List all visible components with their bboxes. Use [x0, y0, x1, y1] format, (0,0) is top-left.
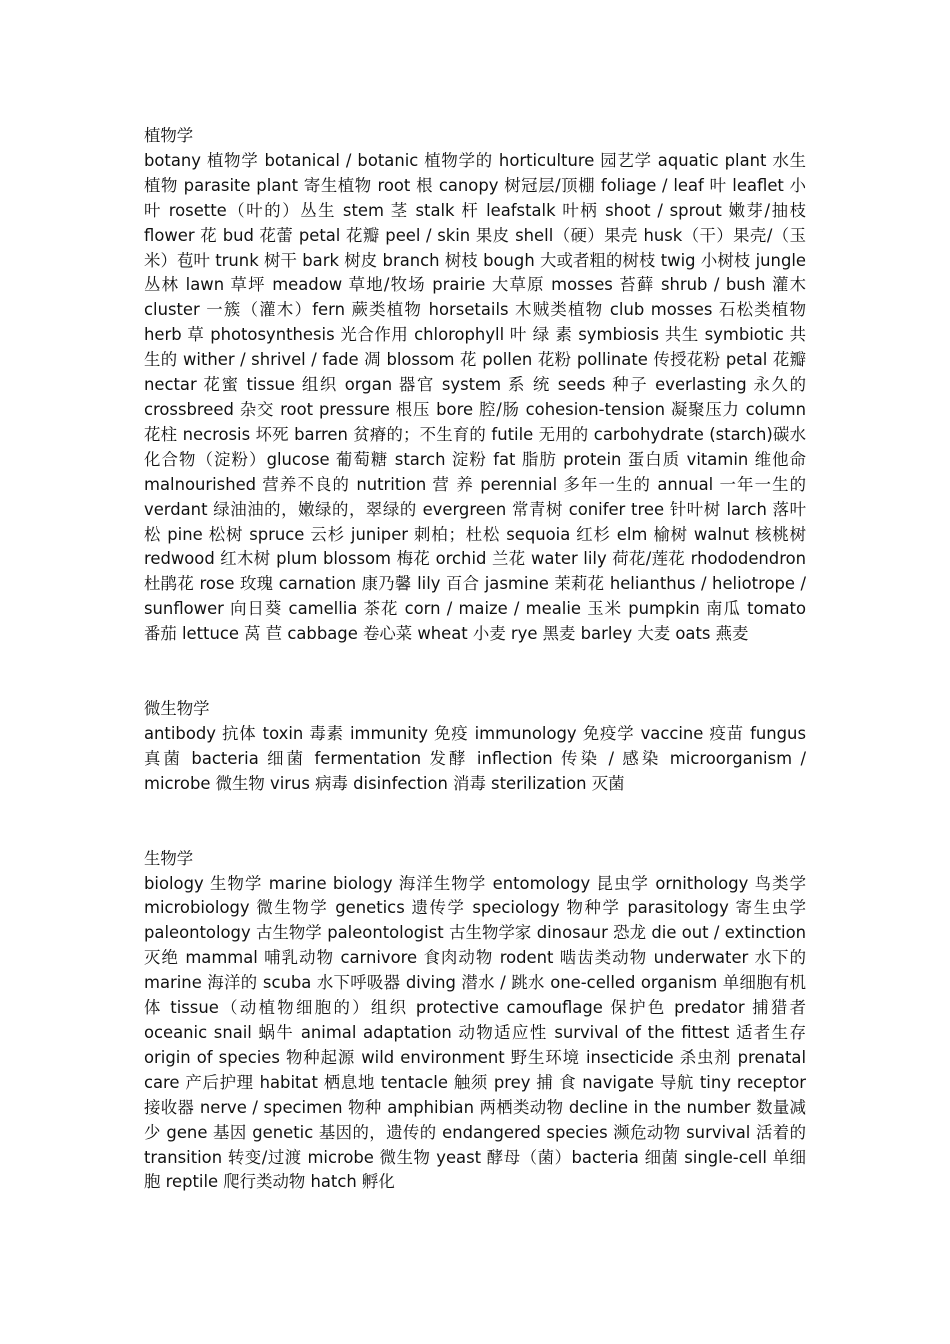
document-page — [144, 124, 806, 1195]
section-title: 微生物学 — [144, 699, 210, 719]
section-title: 植物学 — [144, 126, 194, 145]
section-body: biology 生物学 marine biology 海洋生物学 entomology 昆虫学 ornithology 鸟类学 microbiology 微生物学 genetics 遗传学 speciology 物种学 parasitology 寄生虫学 paleontology 古生物学 paleontologist 古生物学家 dinosaur 恐龙 die out / extinction 灭绝 mammal 哺乳动物 carnivore 食肉动物 rodent 啮齿类动物 underwater 水下的 marine 海洋的 scuba 水下呼吸器 diving 潜水 / 跳水 one-celled organism 单细胞有机体 tissue（动植物细胞的）组织 protective camouflage 保护色 predator 捕猎者 oceanic snail 蜗牛 animal adaptation 动物适应性 survival of the fittest 适者生存 origin of species 物种起源 wild environment 野生环境 insecticide 杀虫剂 prenatal care 产后护理 habitat 栖息地 tentacle 触须 prey 捕 食 navigate 导航 tiny receptor 接收器 nerve / specimen 物种 amphibian 两栖类动物 decline in the number 数量减少 gene 基因 genetic 基因的，遗传的 endangered species 濒危动物 survival 活着的 transition 转变/过渡 microbe 微生物 yeast 酵母（菌）bacteria 细菌 single-cell 单细胞 reptile 爬行类动物 hatch 孵化 — [144, 873, 806, 1192]
section-title: 生物学 — [144, 848, 194, 868]
section-body: antibody 抗体 toxin 毒素 immunity 免疫 immunology 免疫学 vaccine 疫苗 fungus 真菌 bacteria 细菌 fermentation 发酵 inflection 传染 / 感染 microorganism / microbe 微生物 virus 病毒 disinfection 消毒 sterilization 灭菌 — [144, 723, 806, 793]
section-botany — [144, 124, 806, 647]
section-biology — [144, 847, 806, 1196]
section-microbiology — [144, 697, 806, 797]
section-body: botany 植物学 botanical / botanic 植物学的 horticulture 园艺学 aquatic plant 水生植物 parasite plant 寄生植物 root 根 canopy 树冠层/顶棚 foliage / leaf 叶 leaflet 小叶 rosette（叶的）丛生 stem 茎 stalk 杆 leafstalk 叶柄 shoot / sprout 嫩芽/抽枝 flower 花 bud 花蕾 petal 花瓣 peel / skin 果皮 shell（硬）果壳 husk（干）果壳/（玉米）苞叶 trunk 树干 bark 树皮 branch 树枝 bough 大或者粗的树枝 twig 小树枝 jungle 丛林 lawn 草坪 meadow 草地/牧场 prairie 大草原 mosses 苔藓 shrub / bush 灌木 cluster 一簇（灌木）fern 蕨类植物 horsetails 木贼类植物 club mosses 石松类植物 herb 草 photosynthesis 光合作用 chlorophyll 叶 绿 素 symbiosis 共生 symbiotic 共生的 wither / shrivel / fade 凋 blossom 花 pollen 花粉 pollinate 传授花粉 petal 花瓣 nectar 花蜜 tissue 组织 organ 器官 system 系 统 seeds 种子 everlasting 永久的 crossbreed 杂交 root pressure 根压 bore 腔/肠 cohesion-tension 凝聚压力 column 花柱 necrosis 坏死 barren 贫瘠的；不生育的 futile 无用的 carbohydrate (starch)碳水化合物（淀粉）glucose 葡萄糖 starch 淀粉 fat 脂肪 protein 蛋白质 vitamin 维他命 malnourished 营养不良的 nutrition 营 养 perennial 多年一生的 annual 一年一生的 verdant 绿油油的，嫩绿的，翠绿的 evergreen 常青树 conifer tree 针叶树 larch 落叶松 pine 松树 spruce 云杉 juniper 刺柏；杜松 sequoia 红杉 elm 榆树 walnut 核桃树 redwood 红木树 plum blossom 梅花 orchid 兰花 water lily 荷花/莲花 rhododendron 杜鹃花 rose 玫瑰 carnation 康乃馨 lily 百合 jasmine 茉莉花 helianthus / heliotrope / sunflower 向日葵 camellia 茶花 corn / maize / mealie 玉米 pumpkin 南瓜 tomato 番茄 lettuce 莴 苣 cabbage 卷心菜 wheat 小麦 rye 黑麦 barley 大麦 oats 燕麦 — [144, 150, 806, 644]
